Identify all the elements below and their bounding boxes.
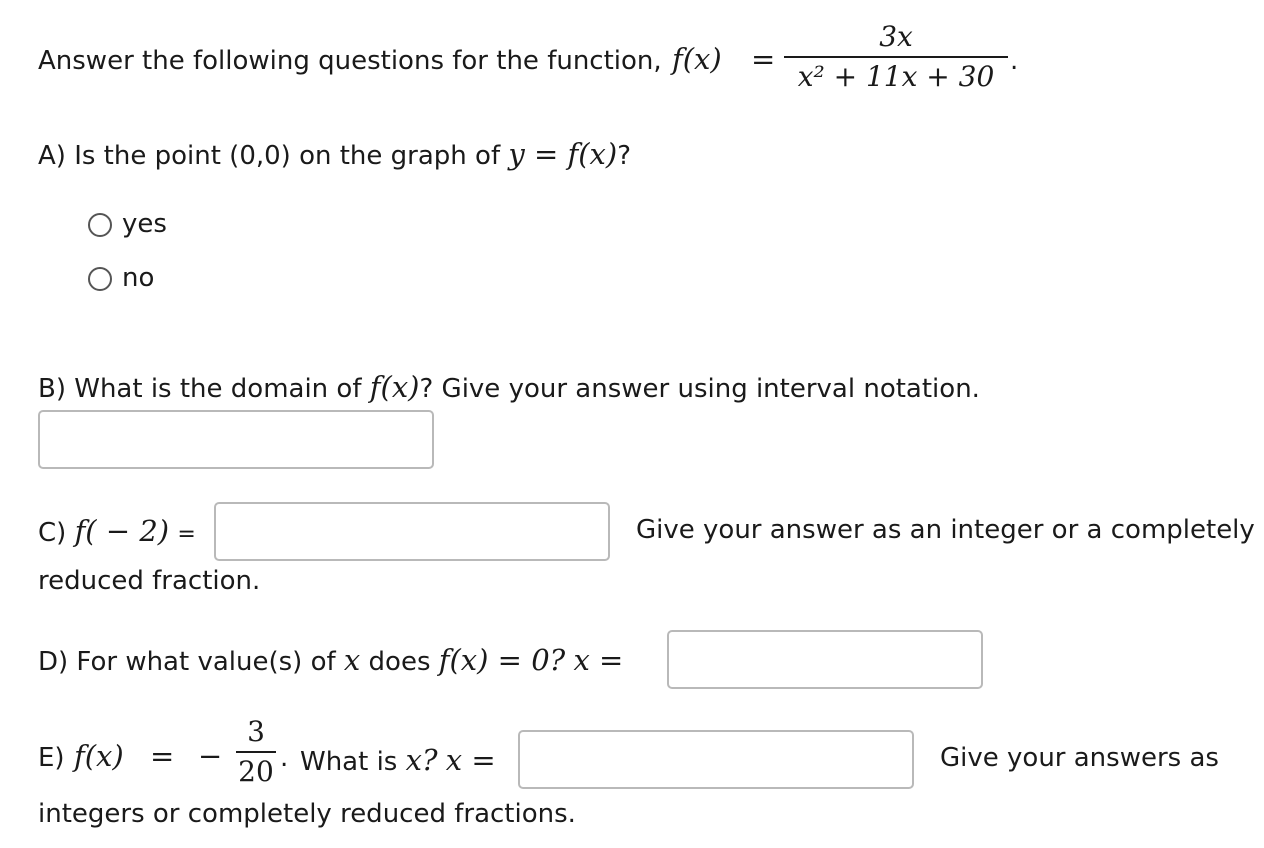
- intro-text: Answer the following questions for the function,: [38, 46, 662, 76]
- partE-numerator: 3: [247, 715, 265, 748]
- partB-prefix: B) What is the domain of: [38, 374, 362, 404]
- partE-x-eq: x =: [445, 743, 496, 777]
- partC-prefix: C): [38, 518, 67, 548]
- radio-no[interactable]: [88, 267, 112, 291]
- partE-period: .: [280, 743, 289, 773]
- intro-numerator: 3x: [879, 20, 913, 53]
- partE-minus: −: [198, 739, 223, 773]
- f-neg2-input[interactable]: [214, 502, 610, 561]
- fraction-bar: [784, 56, 1008, 58]
- partD-x-eq: x =: [573, 643, 624, 677]
- partC-label: [38, 514, 196, 548]
- fraction-bar: [236, 751, 276, 753]
- domain-input[interactable]: [38, 410, 434, 469]
- partE-question-text: What is: [300, 747, 398, 777]
- partE-hint-line1: Give your answers as: [940, 743, 1219, 773]
- intro-function-lhs: f(x): [672, 42, 722, 76]
- partD-var: x: [343, 643, 361, 677]
- intro-period: .: [1010, 46, 1019, 76]
- intro-denominator: x² + 11x + 30: [797, 60, 995, 93]
- partE-equals: =: [150, 739, 175, 773]
- option-no-label[interactable]: no: [122, 263, 155, 293]
- radio-yes[interactable]: [88, 213, 112, 237]
- partC-equals: =: [177, 522, 196, 547]
- partE-prefix: E): [38, 743, 65, 773]
- partB-question: [38, 370, 980, 404]
- partD-math: f(x) = 0?: [438, 643, 566, 677]
- partE-fraction: [236, 717, 276, 787]
- intro-fraction: [784, 22, 1008, 92]
- partA-math: y = f(x): [508, 137, 618, 171]
- partE-var: x?: [405, 743, 438, 777]
- partE-lhs: f(x): [74, 739, 124, 773]
- partC-hint-line1: Give your answer as an integer or a completely: [636, 515, 1255, 545]
- partD-prefix: D) For what value(s) of: [38, 647, 336, 677]
- partE-hint-line2: integers or completely reduced fractions.: [38, 799, 576, 829]
- zero-x-input[interactable]: [667, 630, 983, 689]
- partC-hint-line2: reduced fraction.: [38, 566, 261, 596]
- intro-equals: =: [751, 42, 776, 76]
- partA-prefix: A) Is the point (0,0) on the graph of: [38, 141, 501, 171]
- partE-denominator: 20: [238, 755, 274, 788]
- partD-mid: does: [368, 647, 431, 677]
- partA-question: [38, 137, 631, 171]
- partE-question: [300, 743, 496, 777]
- partB-math: f(x): [369, 370, 420, 404]
- x-value-input[interactable]: [518, 730, 914, 789]
- partB-suffix: ? Give your answer using interval notation.: [419, 374, 980, 404]
- partD-question: [38, 643, 623, 677]
- option-yes-label[interactable]: yes: [122, 209, 167, 239]
- partA-suffix: ?: [617, 141, 632, 171]
- partC-math: f( − 2): [74, 514, 170, 548]
